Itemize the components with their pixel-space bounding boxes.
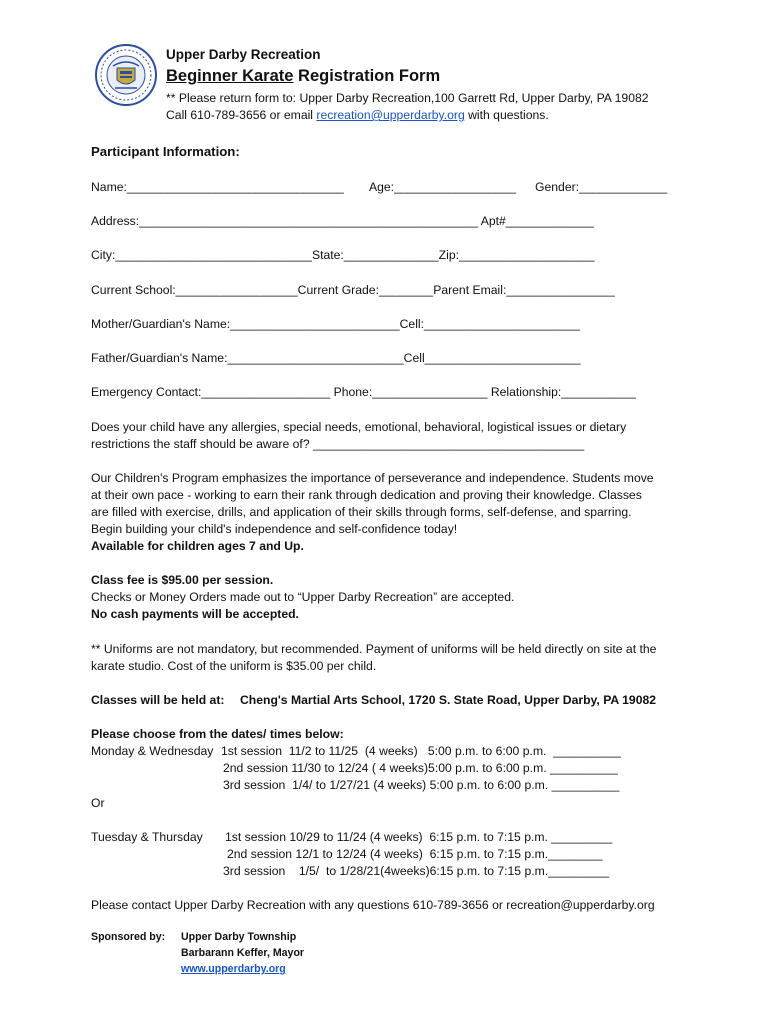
allergies-answer-line[interactable]: restrictions the staff should be aware of? ________________________________________ — [91, 437, 585, 451]
contact-line: Please contact Upper Darby Recreation with any questions 610-789-3656 or recreation@upperdarby.org — [91, 898, 655, 912]
mw-label: Monday & Wednesday — [91, 744, 214, 758]
location-address: Cheng's Martial Arts School, 1720 S. State Road, Upper Darby, PA 19082 — [240, 693, 657, 707]
schedule-heading: Please choose from the dates/ times below: — [91, 727, 344, 741]
sponsor-mayor: Barbarann Keffer, Mayor — [181, 947, 305, 959]
location-label: Classes will be held at: — [91, 693, 225, 707]
tt-session-2[interactable]: 2nd session 12/1 to 12/24 (4 weeks) 6:15 p.m. to 7:15 p.m.________ — [227, 847, 603, 861]
program-text: at their own pace - working to earn their rank through dedication and proving their knowledge. Classes — [91, 488, 642, 502]
emergency-contact-line[interactable]: Emergency Contact:___________________ Phone:_________________ Relationship:___________ — [91, 385, 636, 399]
program-text: are filled with exercise, drills, and application of their skills through forms, self-defense, and sparring. — [91, 505, 632, 519]
mw-session-3[interactable]: 3rd session 1/4/ to 1/27/21 (4 weeks) 5:00 p.m. to 6:00 p.m. __________ — [223, 778, 620, 792]
no-cash-notice: No cash payments will be accepted. — [91, 607, 299, 621]
mother-guardian-line[interactable]: Mother/Guardian's Name:_________________________Cell:_______________________ — [91, 317, 580, 331]
sponsor-website-link[interactable]: www.upperdarby.org — [181, 963, 286, 975]
tt-session-1[interactable]: 1st session 10/29 to 11/24 (4 weeks) 6:15 p.m. to 7:15 p.m. _________ — [225, 830, 613, 844]
uniform-notice: ** Uniforms are not mandatory, but recommended. Payment of uniforms will be held directly on site at the — [91, 642, 657, 656]
class-fee: Class fee is $95.00 per session. — [91, 573, 274, 587]
title-underlined: Beginner Karate — [166, 67, 294, 85]
township-seal-logo — [95, 44, 157, 106]
call-line — [166, 108, 549, 122]
gender-field[interactable]: Gender:_____________ — [535, 180, 668, 194]
age-availability: Available for children ages 7 and Up. — [91, 539, 304, 553]
sponsor-label: Sponsored by: — [91, 931, 166, 943]
tt-label: Tuesday & Thursday — [91, 830, 203, 844]
address-line[interactable]: Address:__________________________________________________ Apt#_____________ — [91, 214, 594, 228]
program-text: Our Children's Program emphasizes the importance of perseverance and independence. Students move — [91, 471, 654, 485]
call-prefix: Call 610-789-3656 or email — [166, 108, 317, 122]
participant-heading: Participant Information: — [91, 144, 240, 159]
uniform-cost: karate studio. Cost of the uniform is $35.00 per child. — [91, 659, 377, 673]
mw-session-1[interactable]: 1st session 11/2 to 11/25 (4 weeks) 5:00 p.m. to 6:00 p.m. __________ — [221, 744, 621, 758]
sponsor-name: Upper Darby Township — [181, 931, 297, 943]
form-title — [166, 67, 440, 86]
city-state-zip-line[interactable]: City:_____________________________State:______________Zip:____________________ — [91, 248, 595, 262]
payment-method: Checks or Money Orders made out to “Upper Darby Recreation” are accepted. — [91, 590, 515, 604]
program-text: Begin building your child's independence and self-confidence today! — [91, 522, 458, 536]
age-field[interactable]: Age:__________________ — [369, 180, 517, 194]
call-suffix: with questions. — [464, 108, 549, 122]
tt-session-3[interactable]: 3rd session 1/5/ to 1/28/21(4weeks)6:15 p.m. to 7:15 p.m._________ — [223, 864, 610, 878]
father-guardian-line[interactable]: Father/Guardian's Name:__________________________Cell_______________________ — [91, 351, 581, 365]
allergies-question: Does your child have any allergies, special needs, emotional, behavioral, logistical issues or dietary — [91, 420, 627, 434]
school-grade-email-line[interactable]: Current School:__________________Current Grade:________Parent Email:________________ — [91, 283, 615, 297]
title-rest: Registration Form — [293, 67, 441, 85]
mw-session-2[interactable]: 2nd session 11/30 to 12/24 ( 4 weeks)5:00 p.m. to 6:00 p.m. __________ — [223, 761, 618, 775]
return-instructions: ** Please return form to: Upper Darby Recreation,100 Garrett Rd, Upper Darby, PA 19082 — [166, 91, 649, 105]
email-link[interactable]: recreation@upperdarby.org — [316, 108, 465, 122]
name-field[interactable]: Name:________________________________ — [91, 180, 344, 194]
or-label: Or — [91, 796, 105, 810]
org-name: Upper Darby Recreation — [166, 47, 321, 62]
